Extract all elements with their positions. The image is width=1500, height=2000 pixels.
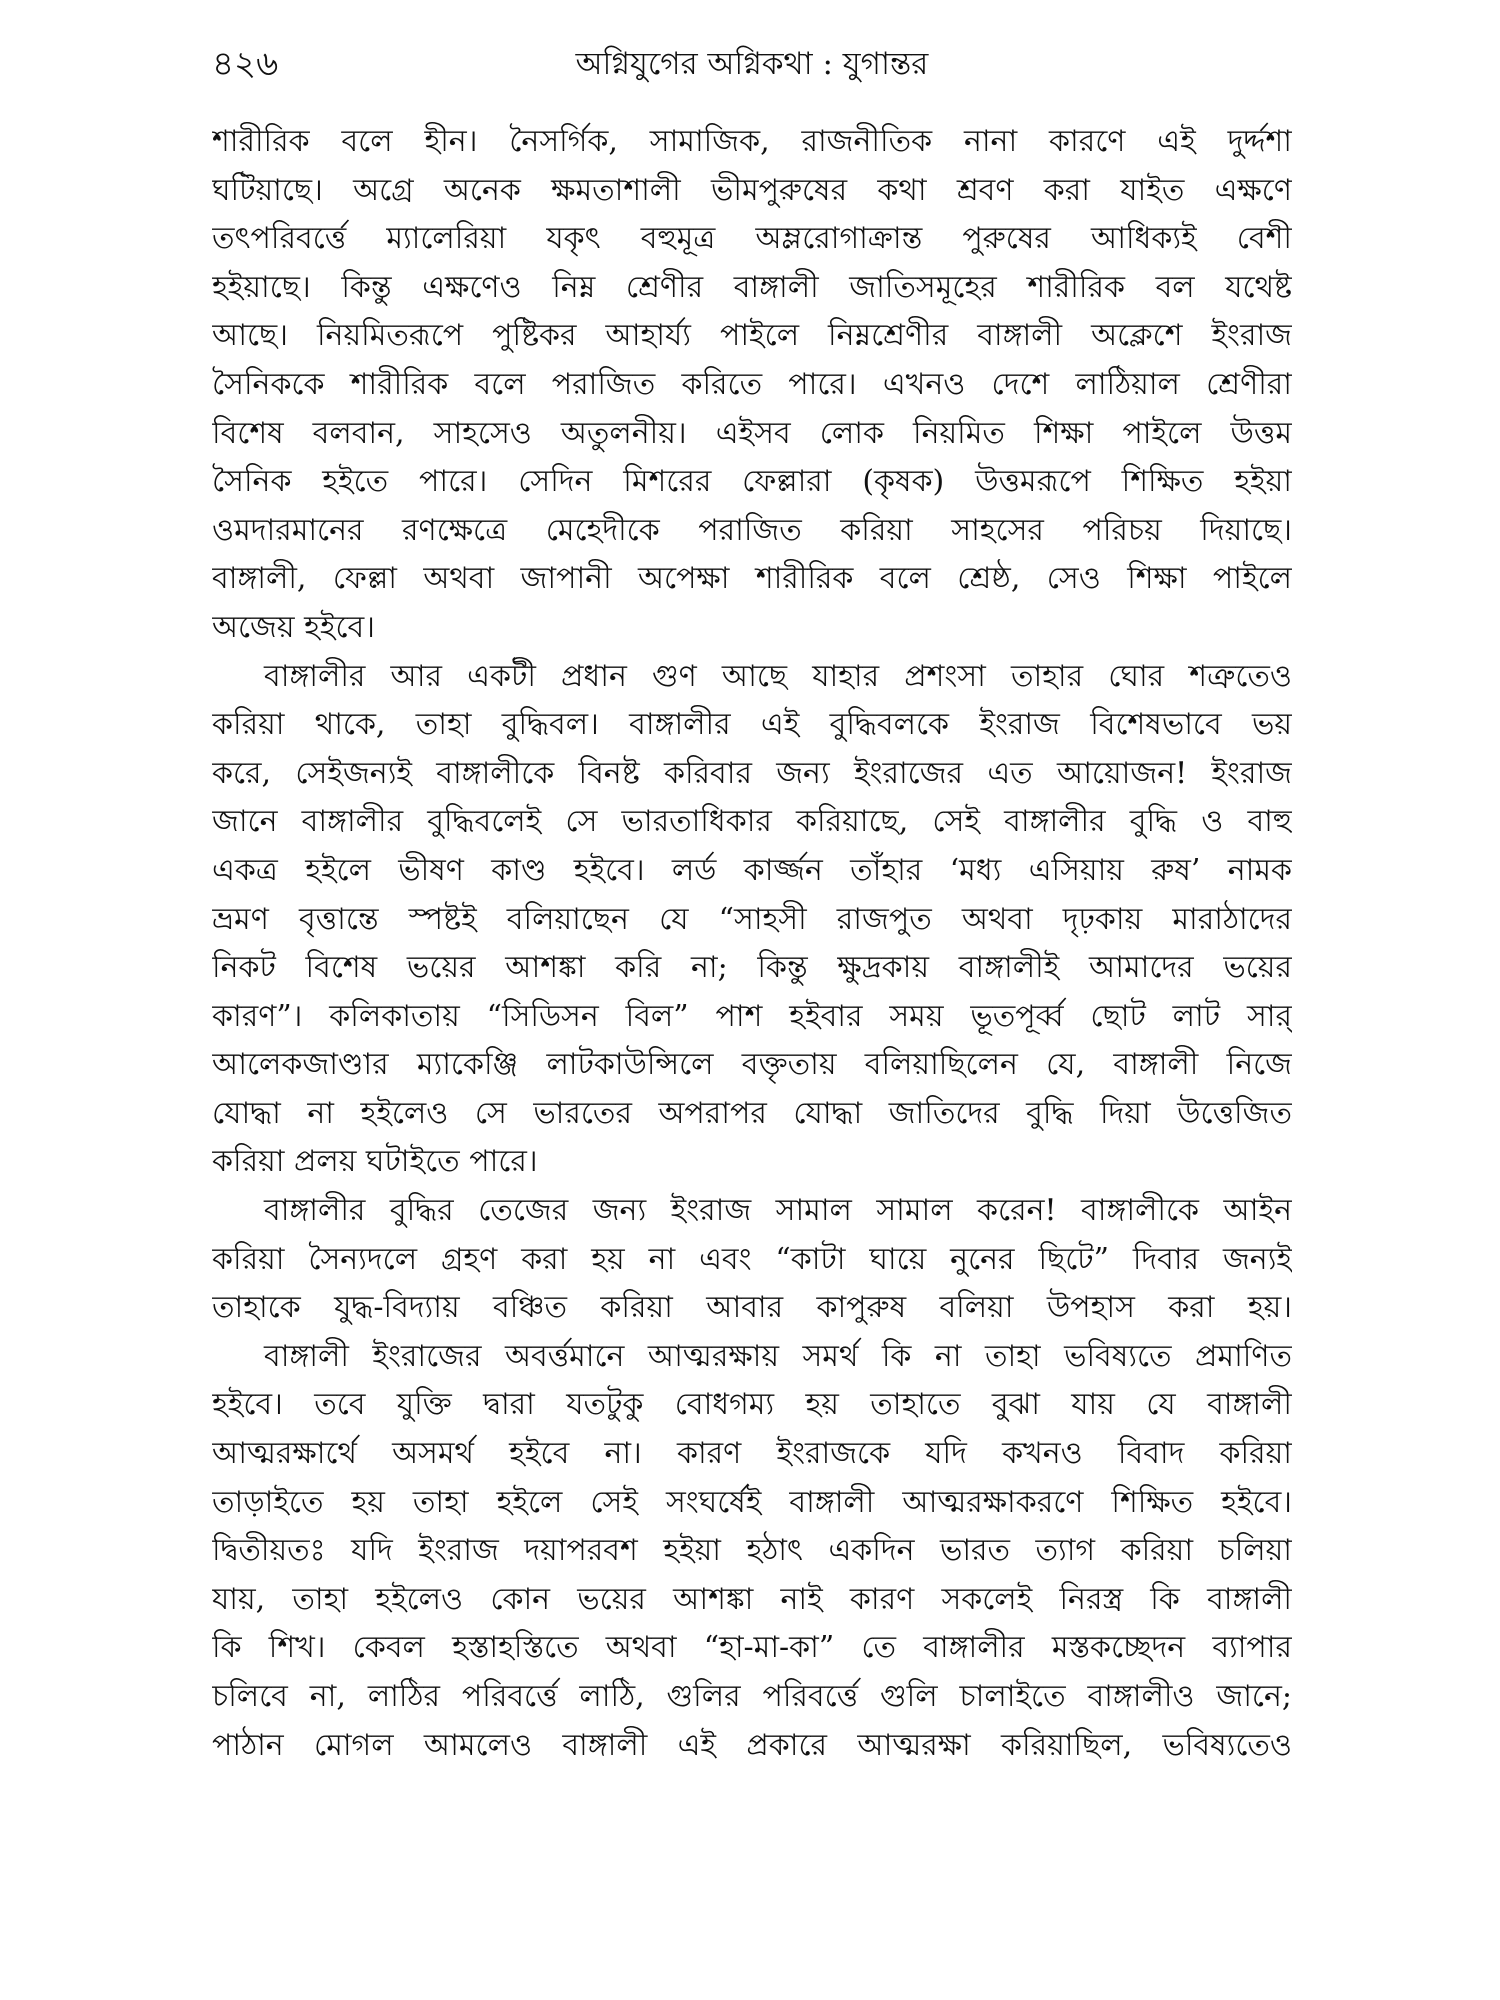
text-line: সৈনিক হইতে পারে। সেদিন মিশরের ফেল্লারা (কৃষক) উত্তমরূপে শিক্ষিত হইয়া [212,464,1292,500]
text-line: বাঙ্গালী, ফেল্লা অথবা জাপানী অপেক্ষা শারীরিক বলে শ্রেষ্ঠ, সেও শিক্ষা পাইলে [212,561,1292,597]
text-line: আছে। নিয়মিতরূপে পুষ্টিকর আহার্য্য পাইলে নিম্নশ্রেণীর বাঙ্গালী অক্লেশে ইংরাজ [212,318,1292,354]
text-line: যোদ্ধা না হইলেও সে ভারতের অপরাপর যোদ্ধা জাতিদের বুদ্ধি দিয়া উত্তেজিত [212,1095,1292,1131]
text-line: একত্র হইলে ভীষণ কাণ্ড হইবে। লর্ড কার্জ্জন তাঁহার ‘মধ্য এসিয়ায় রুষ’ নামক [212,852,1292,888]
text-line: নিকট বিশেষ ভয়ের আশঙ্কা করি না; কিন্তু ক্ষুদ্রকায় বাঙ্গালীই আমাদের ভয়ের [212,950,1292,986]
text-line: চলিবে না, লাঠির পরিবর্ত্তে লাঠি, গুলির পরিবর্ত্তে গুলি চালাইতে বাঙ্গালীও জানে; [212,1679,1292,1714]
paragraph-start-line: বাঙ্গালী ইংরাজের অবর্ত্তমানে আত্মরক্ষায় সমর্থ কি না তাহা ভবিষ্যতে প্রমাণিত [264,1338,1292,1374]
text-line: দ্বিতীয়তঃ যদি ইংরাজ দয়াপরবশ হইয়া হঠাৎ একদিন ভারত ত্যাগ করিয়া চলিয়া [212,1533,1292,1569]
text-line: আলেকজাণ্ডার ম্যাকেঞ্জি লাটকাউন্সিলে বক্তৃতায় বলিয়াছিলেন যে, বাঙ্গালী নিজে [212,1047,1292,1083]
paragraph-end-line: করিয়া প্রলয় ঘটাইতে পারে। [212,1144,538,1180]
text-line: কি শিখ। কেবল হস্তাহস্তিতে অথবা “হা-মা-কা” তে বাঙ্গালীর মস্তকচ্ছেদন ব্যাপার [212,1630,1292,1666]
text-line: ভ্রমণ বৃত্তান্তে স্পষ্টই বলিয়াছেন যে “সাহসী রাজপুত অথবা দৃঢ়কায় মারাঠাদের [212,901,1292,937]
text-line: তাড়াইতে হয় তাহা হইলে সেই সংঘর্ষেই বাঙ্গালী আত্মরক্ষাকরণে শিক্ষিত হইবে। [212,1484,1292,1520]
text-line: করে, সেইজন্যই বাঙ্গালীকে বিনষ্ট করিবার জন্য ইংরাজের এত আয়োজন! ইংরাজ [212,755,1292,791]
text-line: করিয়া থাকে, তাহা বুদ্ধিবল। বাঙ্গালীর এই বুদ্ধিবলকে ইংরাজ বিশেষভাবে ভয় [212,707,1292,743]
text-line: আত্মরক্ষার্থে অসমর্থ হইবে না। কারণ ইংরাজকে যদি কখনও বিবাদ করিয়া [212,1436,1292,1472]
text-line: বিশেষ বলবান, সাহসেও অতুলনীয়। এইসব লোক নিয়মিত শিক্ষা পাইলে উত্তম [212,415,1292,451]
text-line: যায়, তাহা হইলেও কোন ভয়ের আশঙ্কা নাই কারণ সকলেই নিরস্ত্র কি বাঙ্গালী [212,1581,1292,1617]
text-line: হইয়াছে। কিন্তু এক্ষণেও নিম্ন শ্রেণীর বাঙ্গালী জাতিসমূহের শারীরিক বল যথেষ্ট [212,269,1292,305]
page-number: ৪২৬ [212,44,279,84]
text-line: করিয়া সৈন্যদলে গ্রহণ করা হয় না এবং “কাটা ঘায়ে নুনের ছিটে” দিবার জন্যই [212,1241,1292,1277]
text-line: ঘটিয়াছে। অগ্রে অনেক ক্ষমতাশালী ভীমপুরুষের কথা শ্রবণ করা যাইত এক্ষণে [212,172,1292,208]
text-line: শারীরিক বলে হীন। নৈসর্গিক, সামাজিক, রাজনীতিক নানা কারণে এই দুর্দ্দশা [212,124,1292,159]
paragraph-start-line: বাঙ্গালীর বুদ্ধির তেজের জন্য ইংরাজ সামাল সামাল করেন! বাঙ্গালীকে আইন [264,1193,1292,1229]
paragraph-end-line: অজেয় হইবে। [212,609,375,645]
text-line: কারণ”। কলিকাতায় “সিডিসন বিল” পাশ হইবার সময় ভূতপূর্ব্ব ছোট লাট সার্ [212,998,1292,1034]
running-head [212,34,1292,94]
book-title: অগ্নিযুগের অগ্নিকথা : যুগান্তর [575,46,929,82]
text-line: জানে বাঙ্গালীর বুদ্ধিবলেই সে ভারতাধিকার করিয়াছে, সেই বাঙ্গালীর বুদ্ধি ও বাহু [212,804,1292,840]
text-line: হইবে। তবে যুক্তি দ্বারা যতটুকু বোধগম্য হয় তাহাতে বুঝা যায় যে বাঙ্গালী [212,1387,1292,1423]
text-line: ওমদারমানের রণক্ষেত্রে মেহেদীকে পরাজিত করিয়া সাহসের পরিচয় দিয়াছে। [212,512,1292,548]
paragraph-start-line: বাঙ্গালীর আর একটী প্রধান গুণ আছে যাহার প্রশংসা তাহার ঘোর শত্রুতেও [264,658,1292,694]
text-line: তাহাকে যুদ্ধ-বিদ্যায় বঞ্চিত করিয়া আবার কাপুরুষ বলিয়া উপহাস করা হয়। [212,1290,1292,1326]
text-line: পাঠান মোগল আমলেও বাঙ্গালী এই প্রকারে আত্মরক্ষা করিয়াছিল, ভবিষ্যতেও [212,1727,1292,1763]
text-line: সৈনিককে শারীরিক বলে পরাজিত করিতে পারে। এখনও দেশে লাঠিয়াল শ্রেণীরা [212,366,1292,402]
text-line: তৎপরিবর্ত্তে ম্যালেরিয়া যকৃৎ বহুমূত্র অম্লরোগাক্রান্ত পুরুষের আধিক্যই বেশী [212,221,1292,257]
body-text [212,118,1292,1770]
